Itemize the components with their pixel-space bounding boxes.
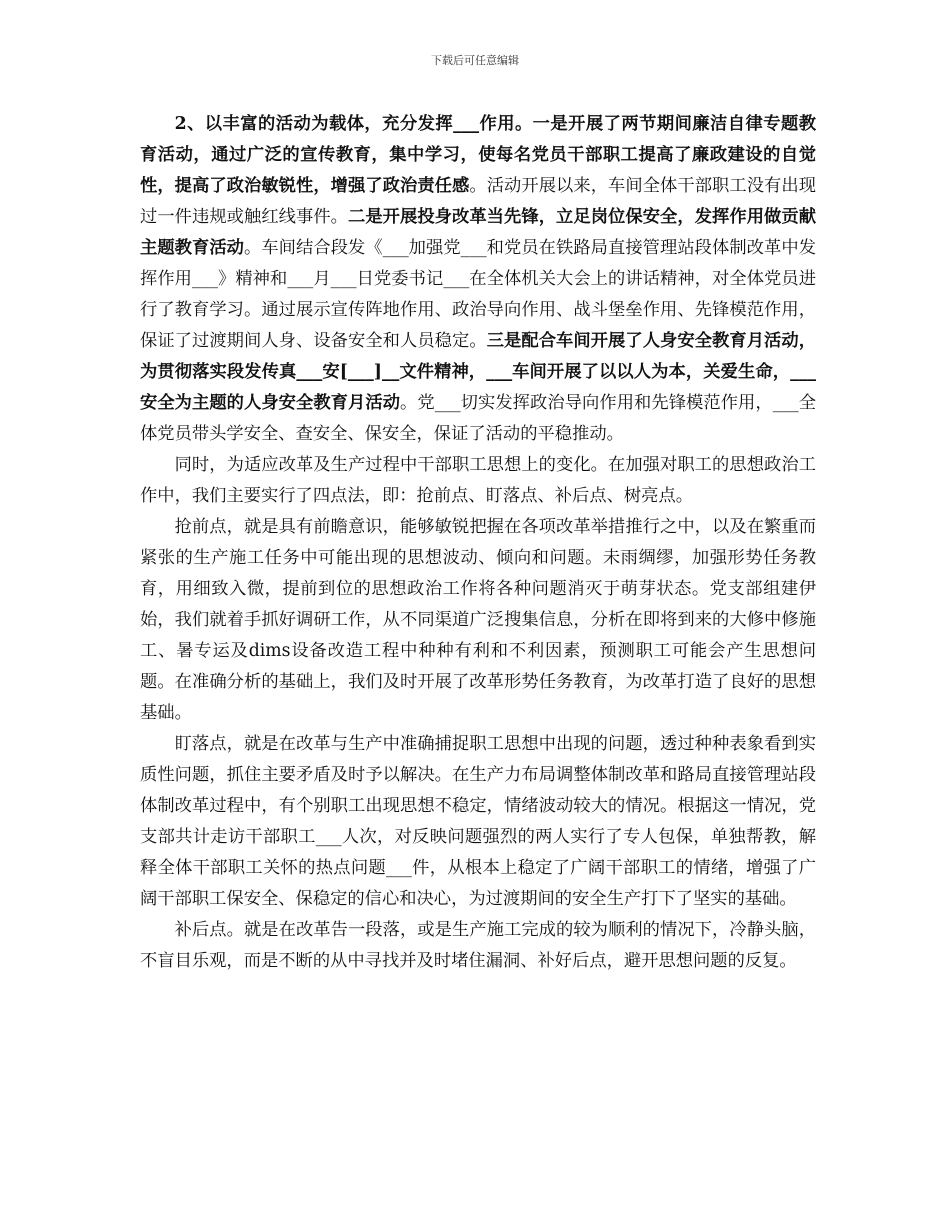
paragraph-after-point [140, 915, 816, 977]
bold-segment: 2、以丰富的活动为载体，充分发挥___作用。一是开展了两节期间廉洁自律专题教育活动，通过广泛的宣传教育，集中学习，使每名党员干部职工提高了廉政建设的自觉性，提高了政治敏锐性，增强了政治责任感 [140, 114, 816, 196]
paragraph-activities [140, 109, 816, 450]
text-segment: 盯落点，就是在改革与生产中准确捕捉职工思想中出现的问题，透过种种表象看到实质性问题，抓住主要矛盾及时予以解决。在生产力布局调整体制改革和路局直接管理站段体制改革过程中，有个别职工出现思想不稳定，情绪波动较大的情况。根据这一情况，党支部共计走访干部职工___人次，对反映问题强烈的两人实行了专人包保，单独帮教，解释全体干部职工关怀的热点问题___件，从根本上稳定了广阔干部职工的情绪，增强了广阔干部职工保安全、保稳定的信心和决心，为过渡期间的安全生产打下了坚实的基础。 [140, 734, 816, 909]
document-body [140, 109, 816, 977]
paragraph-four-points [140, 450, 816, 512]
paragraph-front-point [140, 512, 816, 729]
bold-segment: 三是配合车间开展了人身安全教育月活动，为贯彻落实段发传真___安[___]__文件精神，___车间开展了以以人为本，关爱生命，___安全为主题的人身安全教育月活动 [140, 331, 816, 413]
text-segment: 。活动开展以来，车间全体干部职工没有出现过一件违规或触红线事件。 [140, 176, 816, 227]
text-segment: 同时，为适应改革及生产过程中干部职工思想上的变化。在加强对职工的思想政治工作中，我们主要实行了四点法，即：抢前点、盯落点、补后点、树亮点。 [140, 455, 816, 506]
page-header-note: 下载后可任意编辑 [431, 54, 519, 67]
text-segment: 。车间结合段发《___加强党___和党员在铁路局直接管理站段体制改革中发挥作用___》精神和___月___日党委书记___在全体机关大会上的讲话精神，对全体党员进行了教育学习。通过展示宣传阵地作用、政治导向作用、战斗堡垒作用、先锋模范作用，保证了过渡期间人身、设备安全和人员稳定。 [140, 238, 816, 351]
paragraph-landing-point [140, 729, 816, 915]
text-segment: 抢前点，就是具有前瞻意识，能够敏锐把握在各项改革举措推行之中，以及在繁重而紧张的生产施工任务中可能出现的思想波动、倾向和问题。未雨绸缪，加强形势任务教育，用细致入微，提前到位的思想政治工作将各种问题消灭于萌芽状态。党支部组建伊始，我们就着手抓好调研工作，从不同渠道广泛搜集信息，分析在即将到来的大修中修施工、暑专运及dims设备改造工程中种种有利和不利因素，预测职工可能会产生思想问题。在准确分析的基础上，我们及时开展了改革形势任务教育，为改革打造了良好的思想基础。 [140, 517, 816, 723]
bold-segment: 二是开展投身改革当先锋，立足岗位保安全，发挥作用做贡献主题教育活动 [140, 207, 816, 258]
text-segment: 补后点。就是在改革告一段落，或是生产施工完成的较为顺利的情况下，冷静头脑，不盲目乐观，而是不断的从中寻找并及时堵住漏洞、补好后点，避开思想问题的反复。 [140, 920, 816, 971]
text-segment: 。党___切实发挥政治导向作用和先锋模范作用，___全体党员带头学安全、查安全、保安全，保证了活动的平稳推动。 [140, 393, 816, 444]
